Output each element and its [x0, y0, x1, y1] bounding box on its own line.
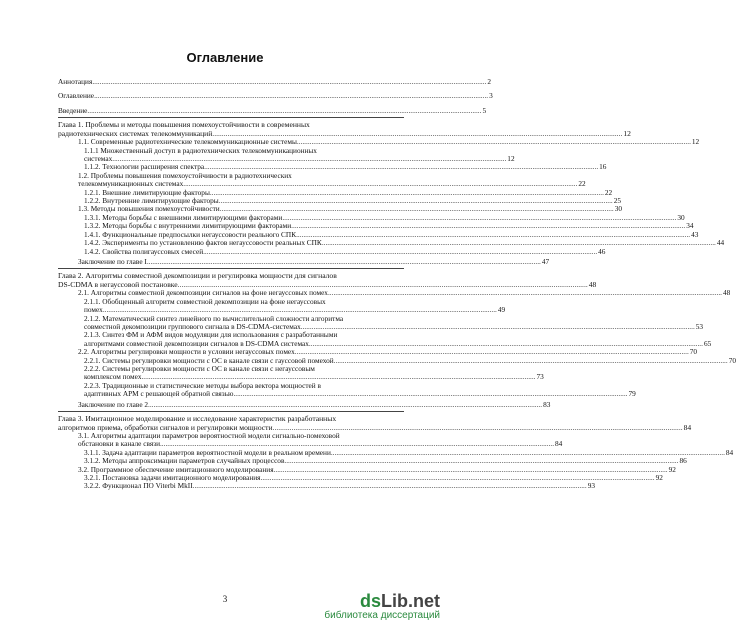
toc-entry-text: 3.1.2. Методы аппроксимации параметров случайных процессов	[84, 456, 285, 466]
toc-entry[interactable]	[58, 313, 704, 332]
toc-page-number: 84	[725, 447, 734, 457]
toc-page-number: 65	[703, 338, 712, 348]
toc-page-number: 48	[723, 288, 731, 298]
toc-page-number: 30	[614, 204, 623, 214]
dot-leader	[297, 138, 691, 146]
toc-page-number: 92	[668, 464, 676, 474]
toc-entry-continuation: помех	[84, 305, 103, 315]
toc-entry-text: 3.2.1. Постановка задачи имитационного моделирования	[84, 473, 261, 483]
toc-entry[interactable]	[58, 77, 492, 86]
toc-entry-continuation: системах	[84, 154, 113, 164]
toc-entry-text: 2.2.1. Системы регулировки мощности с ОС в канале связи с гауссовой помехой	[84, 355, 334, 365]
toc-page-number: 84	[555, 439, 563, 449]
toc-entry[interactable]	[58, 296, 506, 315]
watermark-brand-ds: ds	[359, 591, 381, 611]
toc-entry[interactable]	[58, 256, 550, 266]
toc-page-number: 2	[487, 77, 492, 86]
toc-entry-text: 1.2.1. Внешние лимитирующие факторы	[84, 187, 210, 197]
toc-page-number: 22	[604, 187, 613, 197]
toc-entry-text: Глава 2. Алгоритмы совместной декомпозиции и регулировка мощности для сигналов	[58, 271, 337, 281]
watermark-subtitle: библиотека диссертаций	[324, 610, 440, 621]
toc-page-number: 30	[677, 212, 685, 222]
toc-entry-continuation: DS-CDMA в негауссовой постановке	[58, 280, 178, 290]
toc-entry[interactable]	[58, 91, 493, 101]
toc-entry-continuation: алгоритмов приема, обработки сигналов и регулировки мощности	[58, 423, 273, 432]
toc-chapter[interactable]	[58, 414, 692, 432]
toc-entry-text: 1.3. Методы повышения помехоустойчивости	[78, 204, 220, 214]
toc-page-number: 48	[588, 280, 597, 290]
chapter-separator	[58, 117, 404, 118]
dot-leader	[301, 323, 695, 331]
toc-entry-text: 3.1. Алгоритмы адаптации параметров вероятностной модели сигнально-помеховой	[78, 431, 340, 440]
toc-page-number: 47	[541, 256, 550, 266]
toc-page-number: 70	[689, 347, 698, 357]
toc-entry[interactable]	[58, 105, 487, 115]
toc-entry-continuation: адаптивных АРМ с решающей обратной связью	[84, 389, 234, 399]
toc-page-number: 16	[599, 162, 607, 172]
toc-entry-text: Заключение по главе I	[78, 256, 147, 266]
toc-entry-text: 2.1.3. Синтез ФМ и АФМ видов модуляции для использования с разработанными	[84, 330, 338, 340]
toc-entry-continuation: телекоммуникационных системах	[78, 179, 184, 189]
dot-leader	[87, 107, 481, 115]
dot-leader	[203, 248, 597, 256]
toc-entry-text: Аннотация	[58, 77, 93, 86]
toc-entry-text: 2.1.2. Математический синтез линейного по вычислительной сложности алгоритма	[84, 313, 344, 323]
toc-entry[interactable]	[58, 380, 636, 399]
page-number: 3	[222, 594, 228, 604]
toc-page-number: 92	[655, 473, 663, 483]
toc-entry-text: 1.1.1 Множественный доступ в радиотехнических телекоммуникационных	[84, 145, 317, 155]
toc-entry-continuation: обстановки в канале связи	[78, 439, 160, 449]
toc-page-number: 79	[628, 389, 636, 399]
toc-entry-text: 2.1. Алгоритмы совместной декомпозиции сигналов на фоне негауссовых помех	[78, 288, 328, 298]
dot-leader	[94, 92, 488, 100]
toc-page-number: 93	[587, 481, 595, 491]
toc-page-number: 44	[716, 238, 725, 248]
toc-entry-text: 1.2. Проблемы повышения помехоустойчивости в радиотехнических	[78, 170, 292, 180]
toc-entry-text: Введение	[58, 105, 88, 115]
dot-leader	[92, 78, 486, 86]
toc-entry[interactable]	[58, 330, 712, 348]
toc-entry-text: 1.3.2. Методы борьбы с внутренними лимитирующими факторами	[84, 221, 292, 231]
toc-entry-text: 2.2.3. Традиционные и статистические методы выбора вектора мощностей в	[84, 380, 321, 390]
dot-leader	[233, 390, 627, 398]
dot-leader	[147, 258, 541, 266]
dot-leader	[193, 482, 587, 490]
toc-entry[interactable]	[58, 363, 544, 382]
toc-entry[interactable]	[58, 399, 551, 409]
toc-entry-text: 2.2. Алгоритмы регулировки мощности в условии негауссовых помех	[78, 347, 295, 357]
toc-entry[interactable]	[58, 145, 515, 164]
toc-page-number: 22	[578, 179, 586, 189]
toc-page-number: 12	[507, 154, 515, 164]
page-title: Оглавление	[186, 50, 264, 65]
chapter-separator	[58, 411, 404, 412]
toc-entry-continuation: комплексом помех	[84, 372, 142, 382]
dot-leader	[334, 357, 728, 365]
toc-page-number: 86	[679, 456, 687, 466]
watermark-brand-lib: Lib.net	[381, 591, 440, 611]
toc-entry-text: 1.3.1. Методы борьбы с внешними лимитирующими факторами	[84, 212, 283, 222]
toc-entry-text: 3.2.2. Функционал ПО Viterbi MkII	[84, 481, 193, 491]
toc-page-number: 84	[683, 423, 692, 432]
toc-entry[interactable]	[58, 246, 606, 256]
toc-entry-continuation: радиотехнических системах телекоммуникаций	[58, 129, 213, 139]
toc-entry-continuation: совместной декомпозиции группового сигнала в DS-CDMA-системах	[84, 321, 301, 331]
toc-entry[interactable]	[58, 431, 563, 449]
toc-page-number: 12	[623, 129, 631, 139]
toc-page-number: 25	[613, 196, 622, 206]
toc-page-number: 3	[489, 91, 493, 101]
toc-entry-text: 3.1.1. Задача адаптации параметров вероятностной модели в реальном времени	[84, 447, 331, 457]
table-of-contents	[58, 72, 736, 491]
toc-chapter[interactable]	[58, 120, 631, 139]
toc-entry-text: 1.4.2. Эксперименты по установлению фактов негауссовости реальных СПК	[84, 238, 322, 248]
toc-page-number: 12	[691, 137, 700, 147]
watermark-brand	[324, 592, 440, 610]
toc-chapter[interactable]	[58, 271, 597, 290]
toc-entry[interactable]	[58, 481, 595, 491]
dot-leader	[328, 289, 722, 297]
toc-entry-continuation: алгоритмами совместной декомпозиции сигналов в DS-CDMA системах	[84, 338, 309, 348]
toc-entry-text: 3.2. Программное обеспечение имитационного моделирования	[78, 464, 274, 474]
toc-page-number: 43	[691, 229, 699, 239]
watermark-logo	[324, 592, 440, 622]
toc-page-number: 5	[482, 105, 487, 115]
toc-entry[interactable]	[58, 170, 586, 189]
dot-leader	[148, 401, 542, 409]
toc-page-number: 49	[497, 305, 506, 315]
toc-entry-text: Оглавление	[58, 91, 95, 101]
toc-entry-text: 1.4.1. Функциональные предпосылки негауссовости реального СПК	[84, 229, 297, 239]
toc-entry-text: 1.1. Современные радиотехнические телекоммуникационные системы	[78, 137, 297, 147]
toc-page-number: 46	[598, 246, 606, 256]
toc-page-number: 34	[686, 221, 694, 231]
toc-entry-text: 2.1.1. Обобщенный алгоритм совместной декомпозиции на фоне негауссовых	[84, 296, 326, 306]
toc-page-number: 83	[543, 399, 551, 409]
toc-entry-text: 2.2.2. Системы регулировки мощности с ОС в канале связи с негауссовым	[84, 363, 315, 373]
toc-entry-text: Глава 1. Проблемы и методы повышения помехоустойчивости в современных	[58, 120, 310, 130]
toc-entry-text: 1.1.2. Технологии расширения спектра	[84, 162, 205, 172]
toc-entry-text: Заключение по главе 2	[78, 399, 149, 409]
toc-entry-text: 1.4.2. Свойства полигауссовых смесей	[84, 246, 204, 256]
toc-page-number: 53	[695, 321, 704, 331]
toc-entry-text: 1.2.2. Внутренние лимитирующие факторы	[84, 196, 219, 206]
toc-entry-text: Глава 3. Имитационное моделирование и исследование характеристик разработанных	[58, 414, 337, 423]
chapter-separator	[58, 268, 404, 269]
toc-page-number: 73	[536, 372, 544, 382]
toc-page-number: 70	[728, 355, 736, 365]
